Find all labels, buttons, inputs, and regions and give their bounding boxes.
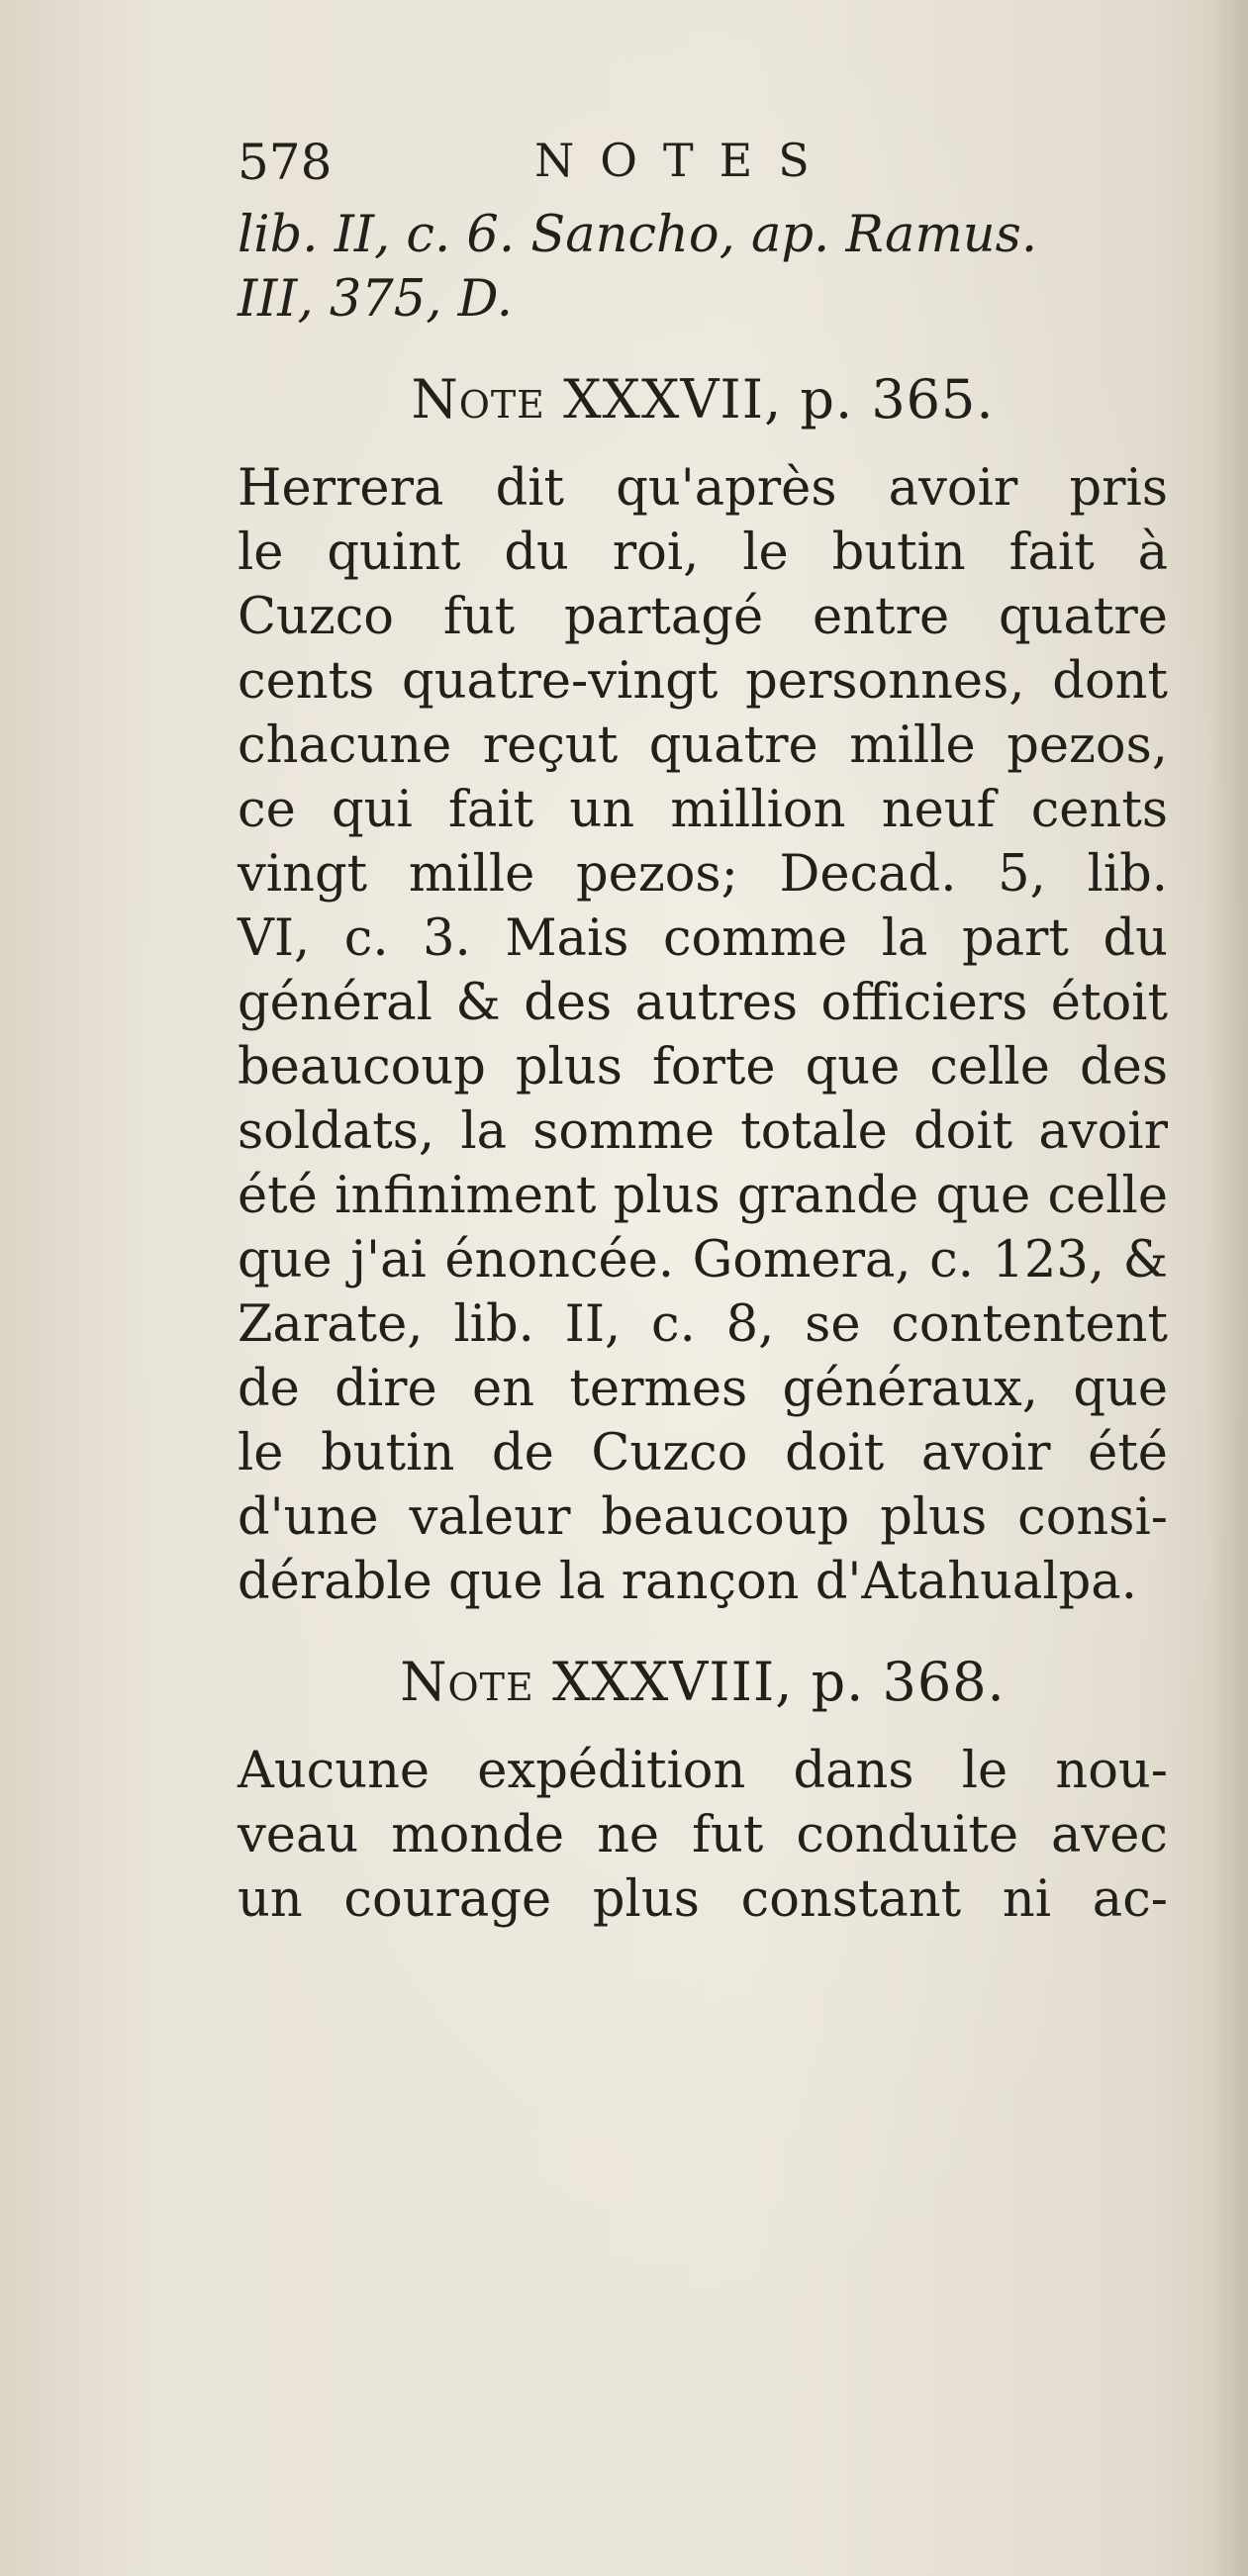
- paragraph-line: Zarate, lib. II, c. 8, se contentent: [238, 1295, 1168, 1354]
- note-heading-number: XXXVII, p. 365.: [563, 368, 995, 430]
- paragraph-line: d'une valeur beaucoup plus consi-: [238, 1488, 1168, 1547]
- paragraph-line: le quint du roi, le butin fait à: [238, 524, 1168, 582]
- paragraph-line: Aucune expédition dans le nou-: [238, 1742, 1168, 1800]
- paragraph-line: vingt mille pezos; Decad. 5, lib.: [238, 845, 1168, 904]
- carryover-line: lib. II, c. 6. Sancho, ap. Ramus.: [238, 206, 1038, 264]
- paragraph-line: beaucoup plus forte que celle des: [238, 1038, 1168, 1097]
- note-37-heading: [238, 365, 1168, 434]
- paragraph-line: soldats, la somme totale doit avoir: [238, 1102, 1168, 1161]
- paragraph-line: de dire en termes généraux, que: [238, 1360, 1168, 1418]
- paragraph-line: été infiniment plus grande que celle: [238, 1167, 1168, 1225]
- note-heading-word: Note: [411, 368, 545, 430]
- carryover-line: III, 375, D.: [238, 270, 513, 329]
- paragraph-line: un courage plus constant ni ac-: [238, 1870, 1168, 1929]
- note-38-body: [238, 1739, 1168, 1932]
- paragraph-line: Herrera dit qu'après avoir pris: [238, 459, 1168, 518]
- paragraph-line: cents quatre-vingt personnes, dont: [238, 652, 1168, 711]
- note-heading-word: Note: [400, 1651, 534, 1713]
- page-edge-shadow: [1208, 0, 1248, 2576]
- paragraph-line: le butin de Cuzco doit avoir été: [238, 1424, 1168, 1482]
- paragraph-line: ce qui fait un million neuf cents: [238, 781, 1168, 839]
- paragraph-line: général & des autres officiers étoit: [238, 974, 1168, 1032]
- note-38-heading: [238, 1648, 1168, 1717]
- paragraph-line: que j'ai énoncée. Gomera, c. 123, &: [238, 1231, 1168, 1289]
- carryover-citation: [238, 203, 1168, 332]
- paragraph-line: Cuzco fut partagé entre quatre: [238, 588, 1168, 646]
- running-title: NOTES: [534, 134, 835, 187]
- running-head: [238, 134, 1168, 203]
- paragraph-line: dérable que la rançon d'Atahualpa.: [238, 1553, 1137, 1611]
- note-37-body: [238, 456, 1168, 1614]
- paragraph-line: veau monde ne fut conduite avec: [238, 1806, 1168, 1864]
- note-heading-number: XXXVIII, p. 368.: [551, 1651, 1006, 1713]
- paragraph-line: chacune reçut quatre mille pezos,: [238, 716, 1168, 775]
- paragraph-line: VI, c. 3. Mais comme la part du: [238, 909, 1168, 968]
- text-block: [238, 134, 1168, 1932]
- page-number: 578: [238, 134, 333, 191]
